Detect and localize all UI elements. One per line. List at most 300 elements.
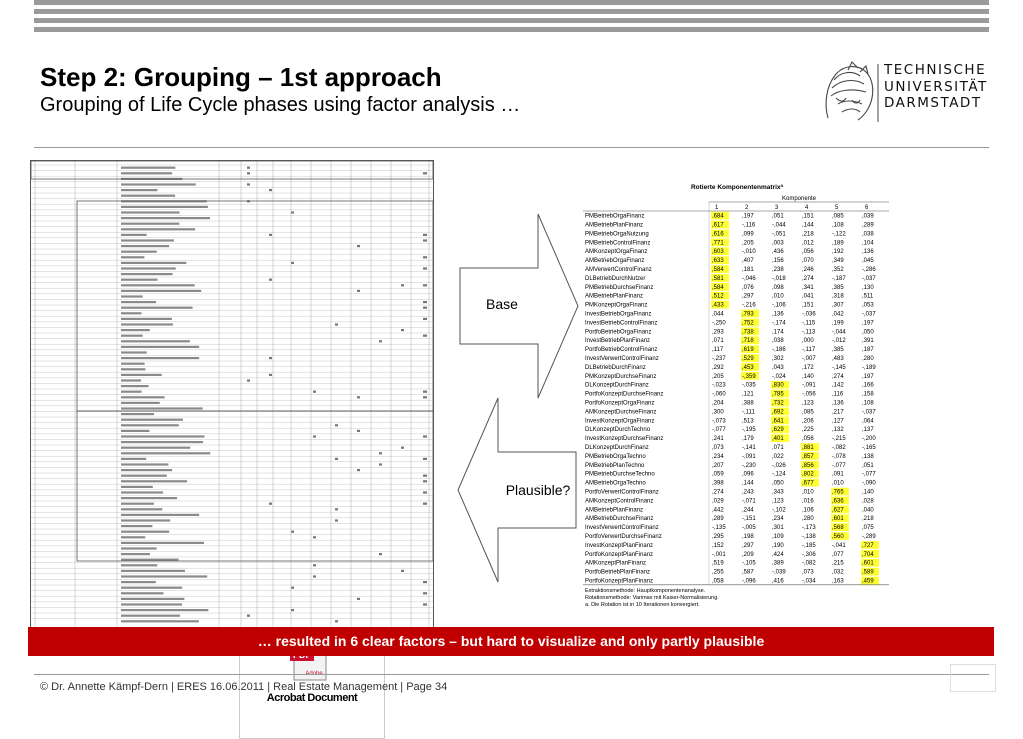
matrix-value: ,151 [802,302,814,309]
matrix-value: ,174 [772,329,784,336]
matrix-value: ,108 [832,222,844,229]
row-label: AMBetriebDurchseFinanz [585,516,654,523]
matrix-value: -,306 [802,551,816,558]
matrix-value: ,341 [802,284,814,291]
matrix-value: ,136 [862,249,874,256]
matrix-value: -,106 [772,302,786,309]
matrix-value: -,041 [832,542,846,549]
matrix-value: -,116 [742,222,756,229]
matrix-value: ,302 [772,356,784,362]
matrix-value: -,082 [802,560,816,567]
row-label: AMKonzeptControlFinanz [585,498,654,505]
matrix-value: -,215 [832,436,846,443]
matrix-value: -,091 [802,382,816,389]
matrix-value: ,051 [772,213,784,220]
matrix-value: ,529 [742,356,754,362]
matrix-value: -,082 [832,445,846,451]
row-label: DLKonzeptDurchTechno [585,427,651,434]
matrix-value: ,568 [832,525,844,532]
matrix-value: -,237 [712,356,726,362]
matrix-value: ,289 [862,222,874,229]
matrix-note: a. Die Rotation ist in 10 Iterationen konvergiert. [585,601,700,608]
matrix-value: ,003 [772,240,784,247]
matrix-value: ,056 [802,249,814,256]
matrix-value: .684 [712,213,724,220]
matrix-value: ,581 [712,275,724,282]
matrix-value: ,641 [772,418,784,425]
matrix-value: ,197 [742,213,754,220]
matrix-value: -,124 [772,471,786,478]
matrix-value: ,830 [772,382,784,389]
matrix-value: ,292 [712,364,724,371]
matrix-value: ,677 [802,480,814,487]
matrix-value: ,584 [712,284,724,291]
matrix-value: ,274 [712,489,724,496]
matrix-value: ,738 [742,329,754,336]
matrix-value: ,391 [862,338,874,345]
matrix-value: ,051 [862,462,874,469]
rotated-component-matrix [583,181,891,615]
matrix-value: ,106 [802,507,814,514]
matrix-value: ,617 [712,222,724,229]
matrix-value: ,436 [772,249,784,256]
row-label: PMKonzeptDurchseFinanz [585,373,657,380]
matrix-value: ,453 [742,364,754,371]
matrix-value: ,096 [742,471,754,478]
matrix-value: ,121 [742,391,754,398]
row-label: DLBetriebDurchNutzer [585,275,646,282]
matrix-value: -,122 [832,231,846,238]
matrix-value: ,123 [772,498,784,505]
matrix-value: -,230 [742,462,756,469]
matrix-value: ,513 [742,418,754,425]
footer-divider [34,674,989,675]
row-label: PortfoVerwertControlFinanz [585,489,659,496]
matrix-value: -,115 [802,320,816,327]
matrix-value: ,116 [832,391,844,398]
matrix-value: -,090 [862,480,876,487]
matrix-value: ,130 [862,284,874,291]
group-header: Komponente [781,196,817,202]
matrix-note: Extraktionsmethode: Hauptkomponentenanalyse. [585,587,706,594]
matrix-value: ,217 [832,409,844,416]
matrix-value: -,023 [712,382,726,389]
matrix-value: -,078 [832,453,846,460]
matrix-value: ,022 [772,453,784,460]
matrix-value: ,077 [832,551,844,558]
matrix-value: -,195 [742,427,756,434]
matrix-value: ,692 [772,409,784,416]
row-label: PMBetriebDurchseFinanz [585,284,654,291]
matrix-value: ,519 [712,560,724,567]
matrix-value: ,032 [832,569,844,576]
row-label: PortfoBetriebOrgaFinanz [585,329,652,336]
matrix-value: -,165 [862,445,876,451]
row-label: InvestKonzeptPlanFinanz [585,542,654,549]
row-label: AMBetriebPlanFinanz [585,222,644,229]
matrix-value: ,274 [802,275,814,282]
column-header: 5 [835,205,839,211]
matrix-value: ,085 [802,409,814,416]
matrix-value: ,206 [802,418,814,425]
matrix-value: ,071 [772,445,784,451]
matrix-value: -,216 [742,302,756,309]
matrix-value: ,053 [862,302,874,309]
matrix-value: -,010 [742,249,756,256]
base-label: Base [486,296,518,312]
matrix-value: ,241 [712,436,724,443]
row-label: AMBetriebPlanFinanz [585,293,644,300]
matrix-value: ,151 [802,213,814,220]
matrix-value: ,636 [832,498,844,505]
matrix-value: ,099 [742,231,754,238]
matrix-value: ,070 [802,258,814,265]
column-header: 3 [775,205,779,211]
row-label: PortfoKonzeptDurchseFinanz [585,391,664,398]
matrix-value: ,187 [862,347,874,354]
matrix-value: -,034 [802,578,816,585]
matrix-value: ,039 [862,213,874,220]
matrix-value: ,255 [712,569,724,576]
matrix-value: -,250 [712,320,726,327]
matrix-value: ,098 [772,284,784,291]
matrix-value: ,301 [772,525,784,532]
row-label: DLBetriebDurchFinanz [585,364,646,371]
column-header: 4 [805,205,809,211]
matrix-value: ,633 [712,258,724,265]
column-header: 1 [715,205,719,211]
matrix-value: ,293 [712,329,724,336]
matrix-value: ,589 [862,569,874,576]
matrix-value: ,109 [772,534,784,540]
matrix-value: ,042 [832,311,844,318]
matrix-value: ,073 [802,569,814,576]
matrix-value: ,225 [802,427,814,434]
matrix-value: ,704 [862,551,874,558]
matrix-value: ,132 [832,427,844,434]
matrix-value: -,035 [742,382,756,389]
matrix-value: ,071 [712,338,724,345]
matrix-value: ,136 [772,311,784,318]
matrix-value: ,857 [802,453,814,460]
matrix-value: -,113 [802,329,816,336]
logo-line: UNIVERSITÄT [884,78,988,95]
matrix-value: ,142 [832,382,844,389]
matrix-value: -,060 [712,391,726,398]
matrix-value: -,102 [772,507,786,514]
matrix-value: ,243 [742,489,754,496]
matrix-value: -,077 [712,427,726,434]
matrix-value: ,043 [772,364,784,371]
matrix-value: ,198 [742,534,754,540]
matrix-value: ,289 [712,516,724,523]
matrix-value: ,280 [862,356,874,362]
matrix-value: -,151 [742,516,756,523]
matrix-value: ,511 [862,293,874,300]
row-label: InvestKonzeptDurchseFinanz [585,436,664,443]
matrix-note: Rotationsmethode: Varimax mit Kaiser-Normalisierung. [585,594,719,601]
matrix-value: -,189 [862,364,876,371]
matrix-value: ,619 [742,347,754,354]
matrix-value: -,077 [862,471,876,478]
matrix-value: ,123 [802,400,814,407]
matrix-value: ,085 [832,213,844,220]
row-label: PortfoKonzeptPlanFinanz [585,551,654,558]
matrix-value: ,144 [802,222,814,229]
matrix-value: ,718 [742,338,754,345]
matrix-value: ,307 [832,302,844,309]
matrix-value: -,091 [742,453,756,460]
matrix-value: -,138 [802,534,816,540]
matrix-value: ,179 [742,436,754,443]
conclusion-banner: … resulted in 6 clear factors – but hard to visualize and only partly plausible [28,627,994,656]
matrix-value: ,059 [712,471,724,478]
matrix-value: ,204 [712,400,724,407]
matrix-value: -,289 [862,534,876,540]
matrix-value: ,297 [742,293,754,300]
matrix-value: ,424 [772,551,784,558]
matrix-value: -,105 [742,560,756,567]
matrix-value: -,044 [772,222,786,229]
matrix-value: ,483 [832,356,844,362]
matrix-value: -,037 [862,409,876,416]
matrix-value: -,141 [742,445,756,451]
matrix-value: ,785 [772,391,784,398]
slide-subtitle: Grouping of Life Cycle phases using factor analysis … [40,94,521,116]
matrix-value: ,433 [712,302,724,309]
row-label: PortfoKonzeptPlanFinanz [585,578,654,585]
row-label: PMBetriebControlFinanz [585,240,651,247]
matrix-value: -,071 [742,498,756,505]
matrix-value: ,104 [862,240,874,247]
matrix-value: -,096 [742,578,756,585]
matrix-value: ,771 [712,240,724,247]
matrix-value: ,075 [862,525,874,532]
matrix-value: ,215 [832,560,844,567]
matrix-value: ,280 [802,516,814,523]
matrix-value: ,459 [862,578,874,585]
matrix-value: ,038 [862,231,874,238]
matrix-title: Rotierte Komponentenmatrix$^a$ [690,183,784,191]
matrix-value: ,234 [712,453,724,460]
matrix-value: ,108 [862,400,874,407]
matrix-value: -,073 [712,418,726,425]
plausible-label: Plausible? [505,482,571,498]
matrix-value: ,058 [712,578,724,585]
matrix-value: ,512 [712,293,724,300]
matrix-title-sup: a [780,183,784,188]
matrix-value: ,732 [772,400,784,407]
row-label: InvestVerwertControlFinanz [585,356,659,362]
matrix-value: ,616 [712,231,724,238]
row-label: InvestBetriebPlanFinanz [585,338,651,345]
matrix-value: -,012 [832,338,846,345]
matrix-value: ,209 [742,551,754,558]
matrix-value: ,010 [772,293,784,300]
matrix-value: -,051 [772,231,786,238]
matrix-value: ,137 [862,427,874,434]
matrix-value: ,136 [832,400,844,407]
matrix-value: ,627 [832,507,844,514]
matrix-value: ,028 [862,498,874,505]
matrix-value: ,190 [772,542,784,549]
matrix-value: -,007 [802,356,816,362]
matrix-value: -,135 [712,525,726,532]
matrix-value: ,601 [832,516,844,523]
row-label: PortfoBetriebControlFinanz [585,347,658,354]
matrix-value: ,199 [832,320,844,327]
matrix-value: ,166 [862,382,874,389]
row-label: PMBetriebOrgaFinanz [585,213,645,220]
matrix-value: ,045 [862,258,874,265]
column-header: 2 [745,205,749,211]
matrix-value: ,156 [772,258,784,265]
matrix-value: ,295 [712,534,724,540]
matrix-value: ,000 [802,338,814,345]
matrix-value: ,349 [832,258,844,265]
matrix-value: ,040 [862,507,874,514]
matrix-value: ,158 [862,391,874,398]
matrix-value: ,416 [772,578,784,585]
matrix-value: ,041 [802,293,814,300]
matrix-value: -,037 [862,275,876,282]
matrix-value: ,765 [832,489,844,496]
matrix-value: ,010 [802,489,814,496]
matrix-value: ,073 [712,445,724,451]
matrix-value: ,140 [802,373,814,380]
matrix-value: ,601 [862,560,874,567]
row-label: PMBetriebOrgaNutzung [585,231,649,238]
matrix-value: ,197 [862,373,874,380]
matrix-value: ,140 [862,489,874,496]
matrix-value: -,359 [742,373,756,380]
matrix-value: ,205 [742,240,754,247]
matrix-value: ,727 [862,542,874,549]
matrix-value: ,144 [742,480,754,487]
row-label: PortfoBetriebPlanFinanz [585,569,651,576]
matrix-value: ,064 [862,418,874,425]
matrix-value: ,244 [742,507,754,514]
matrix-value: ,207 [712,462,724,469]
matrix-value: ,218 [802,231,814,238]
matrix-value: ,587 [742,569,754,576]
logo-line: DARMSTADT [884,95,982,111]
matrix-value: ,343 [772,489,784,496]
matrix-value: ,029 [712,498,724,505]
row-label: PMBetriebDurchseTechno [585,471,655,478]
matrix-value: ,407 [742,258,754,265]
matrix-value: -,056 [802,391,816,398]
matrix-value: ,117 [712,347,724,354]
matrix-value: -,026 [772,462,786,469]
row-label: DLKonzeptDurchFinanz [585,445,649,451]
row-label: PMBetriebOrgaTechno [585,453,646,460]
matrix-value: ,012 [802,240,814,247]
matrix-value: ,016 [802,498,814,505]
matrix-value: ,352 [832,267,844,273]
matrix-value: ,802 [802,471,814,478]
row-label: AMBetriebPlanFinanz [585,507,644,514]
matrix-value: ,793 [742,311,754,318]
matrix-value: ,881 [802,445,814,451]
matrix-value: ,318 [832,293,844,300]
matrix-value: ,192 [832,249,844,256]
matrix-value: ,234 [772,516,784,523]
matrix-value: -,187 [832,275,846,282]
matrix-value: ,274 [832,373,844,380]
matrix-value: ,385 [832,347,844,354]
matrix-value: ,050 [862,329,874,336]
matrix-value: ,442 [712,507,724,514]
matrix-value: ,076 [742,284,754,291]
matrix-value: ,010 [832,480,844,487]
matrix-value: ,560 [832,534,844,540]
matrix-value: -,077 [832,462,846,469]
matrix-value: -,039 [772,569,786,576]
matrix-value: -,145 [832,364,846,371]
matrix-value: ,172 [802,364,814,371]
row-label: PortfoVerwertDurchseFinanz [585,534,662,540]
matrix-value: ,389 [772,560,784,567]
matrix-value: ,238 [772,267,784,273]
matrix-value: ,044 [712,311,724,318]
slide-title: Step 2: Grouping – 1st approach [40,62,442,92]
footer-text: © Dr. Annette Kämpf-Dern | ERES 16.06.2011 | Real Estate Management | Page 34 [40,681,448,693]
matrix-value: ,091 [832,471,844,478]
matrix-value: -,044 [832,329,846,336]
matrix-value: ,205 [712,373,724,380]
row-label: AMKonzeptPlanFinanz [585,560,647,567]
corner-box [950,664,996,692]
row-label: InvestKonzeptOrgaFinanz [585,418,655,425]
matrix-value: ,388 [742,400,754,407]
matrix-value: ,138 [862,453,874,460]
matrix-value: ,152 [712,542,724,549]
row-label: InvestBetriebOrgaFinanz [585,311,652,318]
matrix-value: -,117 [802,347,816,354]
matrix-value: ,629 [772,427,784,434]
matrix-value: -,018 [772,275,786,282]
matrix-value: ,603 [712,249,724,256]
matrix-value: ,385 [832,284,844,291]
row-label: InvestVerwertControlFinanz [585,525,659,532]
matrix-value: ,246 [802,267,814,273]
matrix-value: ,401 [772,436,784,443]
logo-line: TECHNISCHE [884,62,987,78]
matrix-value: -,174 [772,320,786,327]
acrobat-document-label: Acrobat Document [266,692,358,704]
row-label: AMVerwertControlFinanz [585,267,652,273]
matrix-value: -,005 [742,525,756,532]
row-label: InvestBetriebControlFinanz [585,320,658,327]
matrix-value: -,024 [772,373,786,380]
matrix-value: ,050 [772,480,784,487]
matrix-value: -,037 [862,311,876,318]
matrix-value: ,752 [742,320,754,327]
row-label: AMKonzeptOrgaFinanz [585,249,648,256]
matrix-value: -,286 [862,267,876,273]
column-header: 6 [865,205,869,211]
matrix-value: ,398 [712,480,724,487]
matrix-value: ,189 [832,240,844,247]
matrix-value: -,036 [802,311,816,318]
row-label: AMBetriebOrgaTechno [585,480,646,487]
matrix-value: ,856 [802,462,814,469]
matrix-value: -,111 [742,409,755,416]
matrix-value: -,186 [772,347,786,354]
row-label: PMKonzeptOrgaFinanz [585,302,648,309]
matrix-value: -,200 [862,436,876,443]
